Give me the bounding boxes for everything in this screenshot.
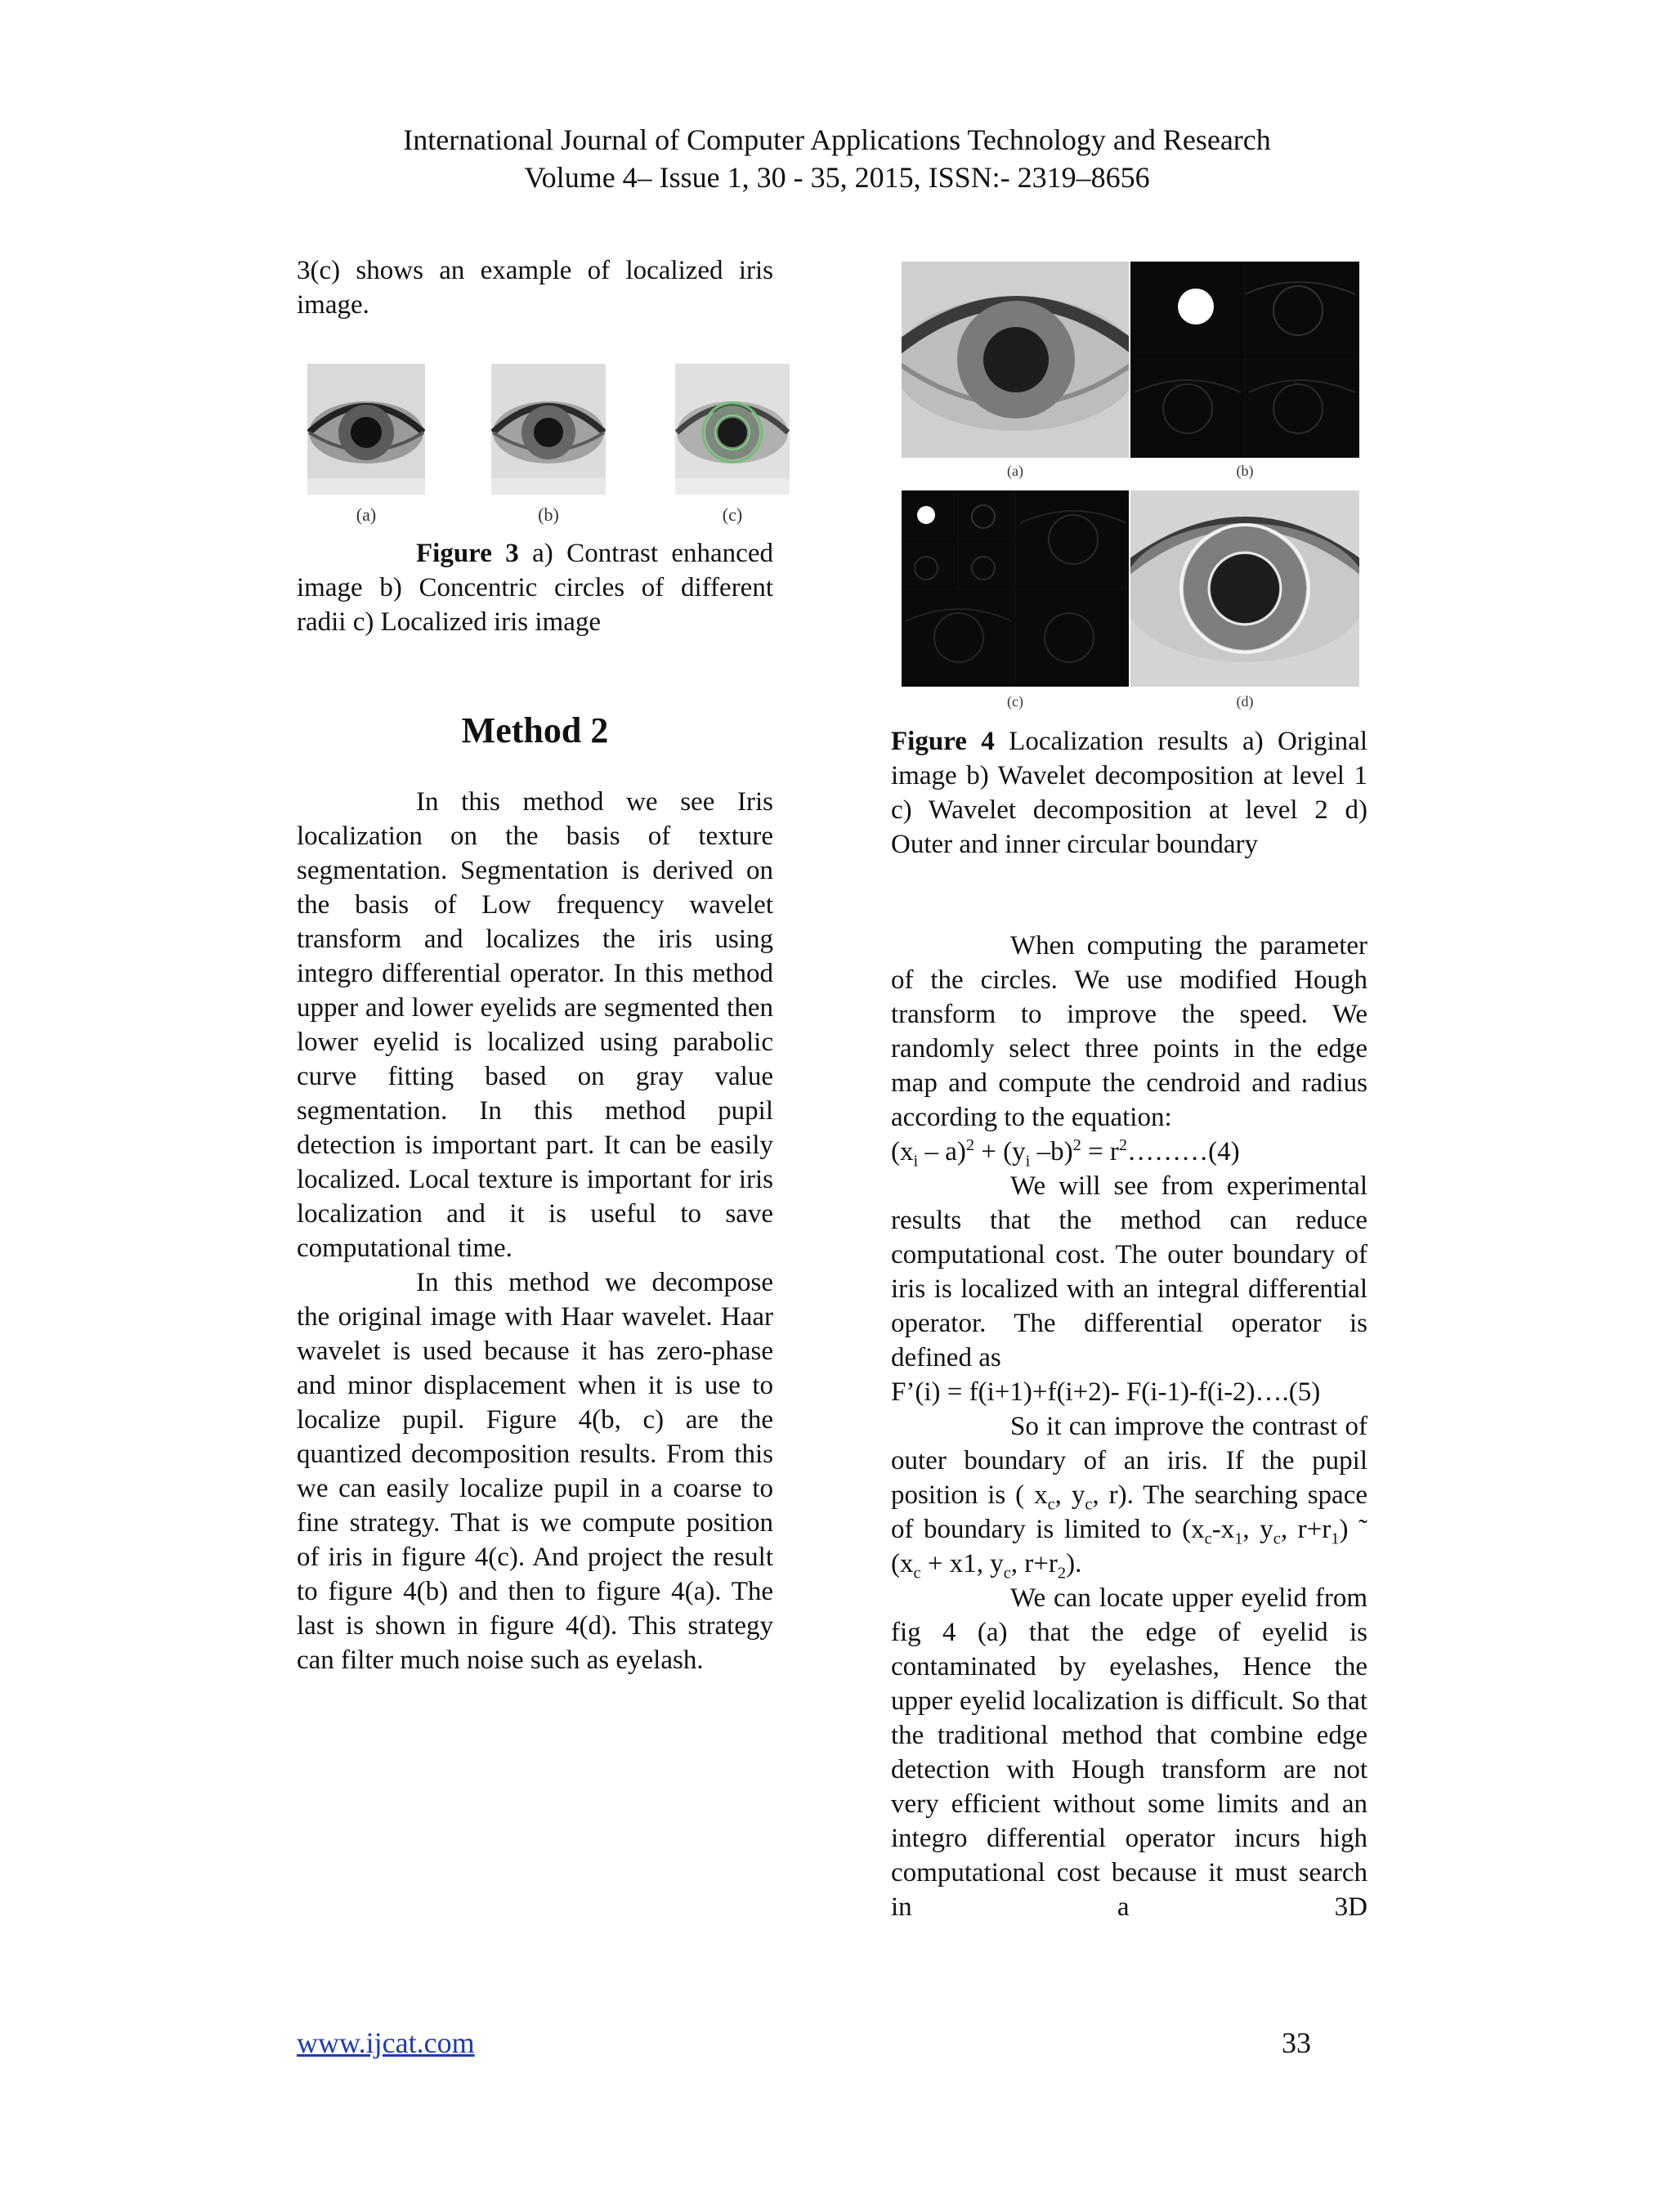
figure-3 xyxy=(307,364,798,527)
figure-4a-label: (a) xyxy=(1007,463,1023,479)
right-paragraph-4: We can locate upper eyelid from fig 4 (a) that the edge of eyelid is contaminated by eyelashes, Hence the upper eyelid localization is difficult. So that the traditional method that combine edge detection with Hough transform are not very efficient without some limits and an integro differential operator incurs high computational cost because it must search in a 3D xyxy=(891,1583,1367,1922)
left-intro xyxy=(297,253,773,322)
figure-3a-label: (a) xyxy=(356,504,377,525)
method2-paragraph-1: In this method we see Iris localization on the basis of texture segmentation. Segmentation is derived on the basis of Low frequency wavelet transform and localizes the iris using integro differential operator. In this method upper and lower eyelids are segmented then lower eyelid is localized using parabolic curve fitting based on gray value segmentation. In this method pupil detection is important part. It can be easily localized. Local texture is important for iris localization and it is useful to save computational time. xyxy=(297,787,773,1263)
equation-5: F’(i) = f(i+1)+f(i+2)- F(i-1)-f(i-2)….(5) xyxy=(891,1377,1321,1407)
left-body xyxy=(297,785,773,1677)
right-paragraph-1: When computing the parameter of the circles. We use modified Hough transform to improve the speed. We randomly select three points in the edge map and compute the cendroid and radius according to the equation: xyxy=(891,931,1367,1132)
figure-3a-image xyxy=(307,364,425,495)
figure-4d-label: (d) xyxy=(1236,693,1254,710)
method2-paragraph-2: In this method we decompose the original image with Haar wavelet. Haar wavelet is used because it has zero-phase and minor displacement when it is use to localize pupil. Figure 4(b, c) are the quantized decomposition results. From this we can easily localize pupil in a coarse to fine strategy. That is we compute position of iris in figure 4(c). And project the result to figure 4(b) and then to figure 4(a). The last is shown in figure 4(d). This strategy can filter much noise such as eyelash. xyxy=(297,1268,773,1675)
figure-3b-image xyxy=(491,364,606,495)
figure-3-caption-text: a) Contrast enhanced image b) Concentric circles of different radii c) Localized iris image xyxy=(297,539,773,637)
intro-text: 3(c) shows an example of localized iris image. xyxy=(297,256,773,320)
figure-3-caption xyxy=(297,536,773,639)
figure-4-caption-label: Figure 4 xyxy=(891,727,995,756)
journal-volume: Volume 4– Issue 1, 30 - 35, 2015, ISSN:- 2319–8656 xyxy=(524,161,1150,194)
figure-3-caption-label: Figure 3 xyxy=(416,539,519,568)
right-paragraph-2: We will see from experimental results that the method can reduce computational cost. The outer boundary of iris is localized with an integral differential operator. The differential operator is defined as xyxy=(891,1171,1367,1372)
figure-3c-label: (c) xyxy=(722,504,743,525)
figure-4a-image xyxy=(902,262,1129,458)
figure-4d-image xyxy=(1130,490,1359,687)
equation-4: $(x_i - a)^2 + (y_i$ $-b)^2 = r^2\dots\dots\dots(4)$ xyxy=(891,1136,1240,1171)
journal-title: International Journal of Computer Applications Technology and Research xyxy=(403,123,1271,156)
right-body xyxy=(891,929,1367,1924)
right-paragraph-3: So it can improve the contrast of outer boundary of an iris. If the pupil position is ( $x_c$, $y_c$, r). The searching space of boundary is limited to ($x_c-x_1$, $y_c$, $r+r_1$) ˜ ($x_c + x1$, $y_c$, $r+r_2$). xyxy=(891,1412,1367,1583)
figure-4-caption xyxy=(891,724,1367,862)
figure-3b-label: (b) xyxy=(538,504,559,525)
journal-website-link[interactable]: www.ijcat.com xyxy=(297,2026,475,2059)
figure-4c-label: (c) xyxy=(1007,693,1023,710)
figure-4b-image xyxy=(1130,262,1359,458)
figure-3c-image xyxy=(675,364,790,495)
figure-4c-image xyxy=(902,490,1129,687)
figure-4-caption-text: Localization results a) Original image b) Wavelet decomposition at level 1 c) Wavelet decomposition at level 2 d) Outer and inner circular boundary xyxy=(891,727,1367,859)
figure-4 xyxy=(902,262,1359,719)
section-title: Method 2 xyxy=(461,710,609,750)
page-number: 33 xyxy=(1282,2026,1311,2059)
figure-4b-label: (b) xyxy=(1236,463,1254,479)
